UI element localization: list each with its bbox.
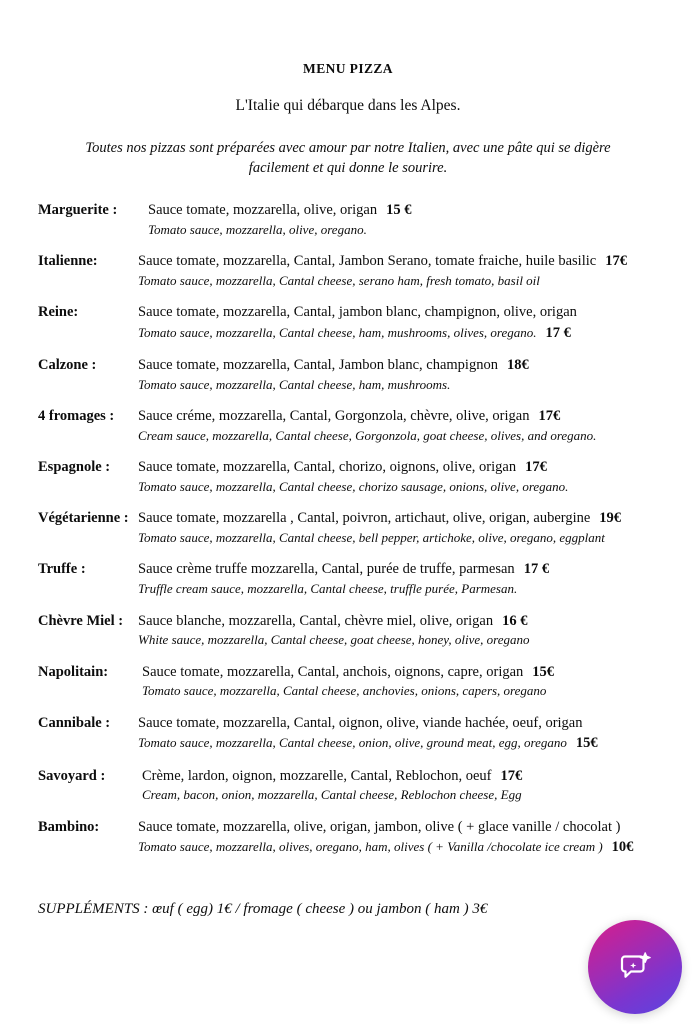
- menu-item-description-en-text: Tomato sauce, mozzarella, olive, oregano.: [148, 221, 367, 237]
- menu-item: [0, 251, 696, 290]
- menu-item: [0, 766, 696, 805]
- menu-item-description-fr: [138, 817, 662, 838]
- menu-item-description-en: [138, 427, 662, 445]
- menu-item-description-en: [142, 786, 662, 804]
- menu-item-description-en: [138, 272, 662, 290]
- menu-item-description-en: [138, 733, 662, 754]
- menu-item-price: 17€: [605, 253, 627, 270]
- menu-item-description-en-text: Tomato sauce, mozzarella, Cantal cheese, serano ham, fresh tomato, basil oil: [138, 272, 540, 288]
- menu-item-description-fr: [142, 766, 662, 787]
- menu-item-price: 19€: [599, 510, 622, 527]
- menu-item-description-fr-text: Sauce tomate, mozzarella, olive, origan, jambon, olive ( + glace vanille / chocolat ): [138, 818, 621, 835]
- supplements-note: SUPPLÉMENTS : œuf ( egg) 1€ / fromage ( cheese ) ou jambon ( ham ) 3€: [38, 900, 488, 917]
- menu-item-price: 17€: [525, 459, 547, 476]
- menu-item-description-en-text: Tomato sauce, mozzarella, Cantal cheese, bell pepper, artichoke, olive, oregano, eggplant: [138, 530, 605, 546]
- menu-item: [0, 302, 696, 343]
- menu-item: [0, 508, 696, 547]
- menu-item-description: [138, 251, 662, 290]
- menu-item-description-en-text: Cream, bacon, onion, mozzarella, Cantal cheese, Reblochon cheese, Egg: [142, 787, 522, 803]
- menu-item-name: Marguerite :: [38, 202, 118, 219]
- menu-item-description: [138, 508, 662, 547]
- menu-item-price: 15€: [575, 735, 598, 752]
- menu-item-name: Végétarienne :: [38, 510, 129, 527]
- menu-item-name: Cannibale :: [38, 714, 111, 731]
- menu-item-description: [138, 817, 662, 858]
- menu-item: [0, 713, 696, 754]
- menu-item-description-fr-text: Sauce tomate, mozzarella, Cantal, Jambon Serano, tomate fraiche, huile basilic: [138, 253, 597, 270]
- menu-item-name: 4 fromages :: [38, 408, 115, 425]
- menu-item-description-fr: [138, 611, 662, 632]
- chat-assistant-button[interactable]: [588, 920, 682, 1014]
- menu-item-description: [138, 355, 662, 394]
- menu-item-description: [138, 662, 662, 701]
- menu-item-description: [138, 302, 662, 343]
- menu-item-description-en: [138, 837, 662, 858]
- menu-item-description-fr: [138, 713, 662, 734]
- menu-item-description: [138, 559, 662, 598]
- menu-item-price: 15€: [532, 663, 555, 680]
- menu-item-price: 10€: [611, 839, 634, 856]
- menu-item-name: Napolitain:: [38, 663, 109, 680]
- menu-item-name: Bambino:: [38, 818, 100, 835]
- menu-item: [0, 200, 696, 239]
- menu-item-price: 17 €: [545, 324, 571, 341]
- menu-item-price: 16 €: [502, 612, 528, 629]
- menu-item-price: 17€: [538, 408, 561, 425]
- menu-item-price: 18€: [506, 357, 529, 374]
- menu-item-name: Chèvre Miel :: [38, 612, 124, 629]
- menu-item-description-fr-text: Sauce crème truffe mozzarella, Cantal, purée de truffe, parmesan: [138, 561, 515, 578]
- document-subtitle: L'Italie qui débarque dans les Alpes.: [235, 96, 461, 114]
- menu-item-description-fr-text: Sauce tomate, mozzarella, Cantal, chorizo, oignons, olive, origan: [138, 459, 517, 476]
- menu-item-description-fr: [148, 200, 662, 221]
- menu-item-price: 15 €: [386, 202, 412, 219]
- page-title: MENU PIZZA: [303, 61, 393, 76]
- menu-item-name: Calzone :: [38, 357, 97, 374]
- menu-item-description-fr: [142, 662, 662, 683]
- pizza-menu-list: [0, 178, 696, 858]
- menu-item-description-en-text: Tomato sauce, mozzarella, olives, oregano, ham, olives ( + Vanilla /chocolate ice cream ): [138, 839, 603, 855]
- menu-item-description-en: [138, 631, 662, 649]
- menu-item: [0, 355, 696, 394]
- menu-item-description-en: [138, 376, 662, 394]
- menu-item-name: Truffe :: [38, 561, 86, 578]
- menu-item-name: Savoyard :: [38, 767, 106, 784]
- menu-item-description-fr-text: Sauce tomate, mozzarella, Cantal, jambon blanc, champignon, olive, origan: [138, 304, 577, 321]
- menu-item-description-en-text: Truffle cream sauce, mozzarella, Cantal cheese, truffle purée, Parmesan.: [138, 581, 518, 597]
- menu-item-description-fr-text: Sauce tomate, mozzarella , Cantal, poivron, artichaut, olive, origan, aubergine: [138, 510, 591, 527]
- menu-item-description-fr: [138, 251, 662, 272]
- menu-item-description-fr: [138, 508, 662, 529]
- document-intro-text: Toutes nos pizzas sont préparées avec amour par notre Italien, avec une pâte qui se digère facilement et qui donne le sourire.: [85, 140, 611, 176]
- menu-item-description-en-text: Tomato sauce, mozzarella, Cantal cheese, chorizo sausage, onions, olive, oregano.: [138, 478, 569, 494]
- menu-item-description-fr: [138, 559, 662, 580]
- chat-sparkle-icon: [615, 947, 655, 987]
- menu-item-description: [138, 766, 662, 805]
- menu-item-description-en: [138, 529, 662, 547]
- menu-item-description-fr-text: Sauce tomate, mozzarella, Cantal, Jambon blanc, champignon: [138, 357, 498, 374]
- menu-item-description-en: [138, 478, 662, 496]
- menu-item-description-en-text: White sauce, mozzarella, Cantal cheese, goat cheese, honey, olive, oregano: [138, 632, 530, 648]
- menu-item-description-en: [138, 323, 662, 344]
- menu-item-name: Reine:: [38, 304, 79, 321]
- menu-item-name: Espagnole :: [38, 459, 111, 476]
- menu-item-description-fr: [138, 302, 662, 323]
- menu-item-price: 17 €: [523, 561, 550, 578]
- menu-item-description: [138, 713, 662, 754]
- menu-item-description-fr-text: Sauce blanche, mozzarella, Cantal, chèvre miel, olive, origan: [138, 612, 494, 629]
- menu-item: [0, 662, 696, 701]
- menu-item-description-fr-text: Sauce tomate, mozzarella, olive, origan: [148, 202, 378, 219]
- menu-item: [0, 457, 696, 496]
- menu-item-description-en-text: Tomato sauce, mozzarella, Cantal cheese, onion, olive, ground meat, egg, oregano: [138, 735, 567, 751]
- menu-item-description-fr: [138, 457, 662, 478]
- menu-item-description-en: [148, 221, 662, 239]
- menu-item-description-en-text: Cream sauce, mozzarella, Cantal cheese, Gorgonzola, goat cheese, olives, and oregano.: [138, 427, 597, 443]
- menu-item-description-fr: [138, 406, 662, 427]
- menu-item: [0, 611, 696, 650]
- menu-item-description: [138, 200, 662, 239]
- menu-item-description: [138, 406, 662, 445]
- menu-item-description-en: [138, 580, 662, 598]
- menu-item: [0, 559, 696, 598]
- menu-item-description-fr-text: Sauce créme, mozzarella, Cantal, Gorgonzola, chèvre, olive, origan: [138, 408, 530, 425]
- menu-item-description: [138, 457, 662, 496]
- menu-item-description-en-text: Tomato sauce, mozzarella, Cantal cheese, anchovies, onions, capers, oregano: [142, 683, 547, 699]
- menu-item-description-en: [142, 682, 662, 700]
- menu-item-description: [138, 611, 662, 650]
- menu-item-name: Italienne:: [38, 253, 98, 270]
- menu-item-description-fr-text: Sauce tomate, mozzarella, Cantal, oignon, olive, viande hachée, oeuf, origan: [138, 714, 583, 731]
- menu-item-description-fr-text: Crème, lardon, oignon, mozzarelle, Cantal, Reblochon, oeuf: [142, 767, 492, 784]
- menu-item: [0, 406, 696, 445]
- menu-item-description-fr: [138, 355, 662, 376]
- menu-item-description-en-text: Tomato sauce, mozzarella, Cantal cheese, ham, mushrooms, olives, oregano.: [138, 324, 537, 340]
- menu-item-description-fr-text: Sauce tomate, mozzarella, Cantal, anchois, oignons, capre, origan: [142, 663, 524, 680]
- menu-item-price: 17€: [500, 767, 523, 784]
- menu-item-description-en-text: Tomato sauce, mozzarella, Cantal cheese, ham, mushrooms.: [138, 376, 451, 392]
- menu-item: [0, 817, 696, 858]
